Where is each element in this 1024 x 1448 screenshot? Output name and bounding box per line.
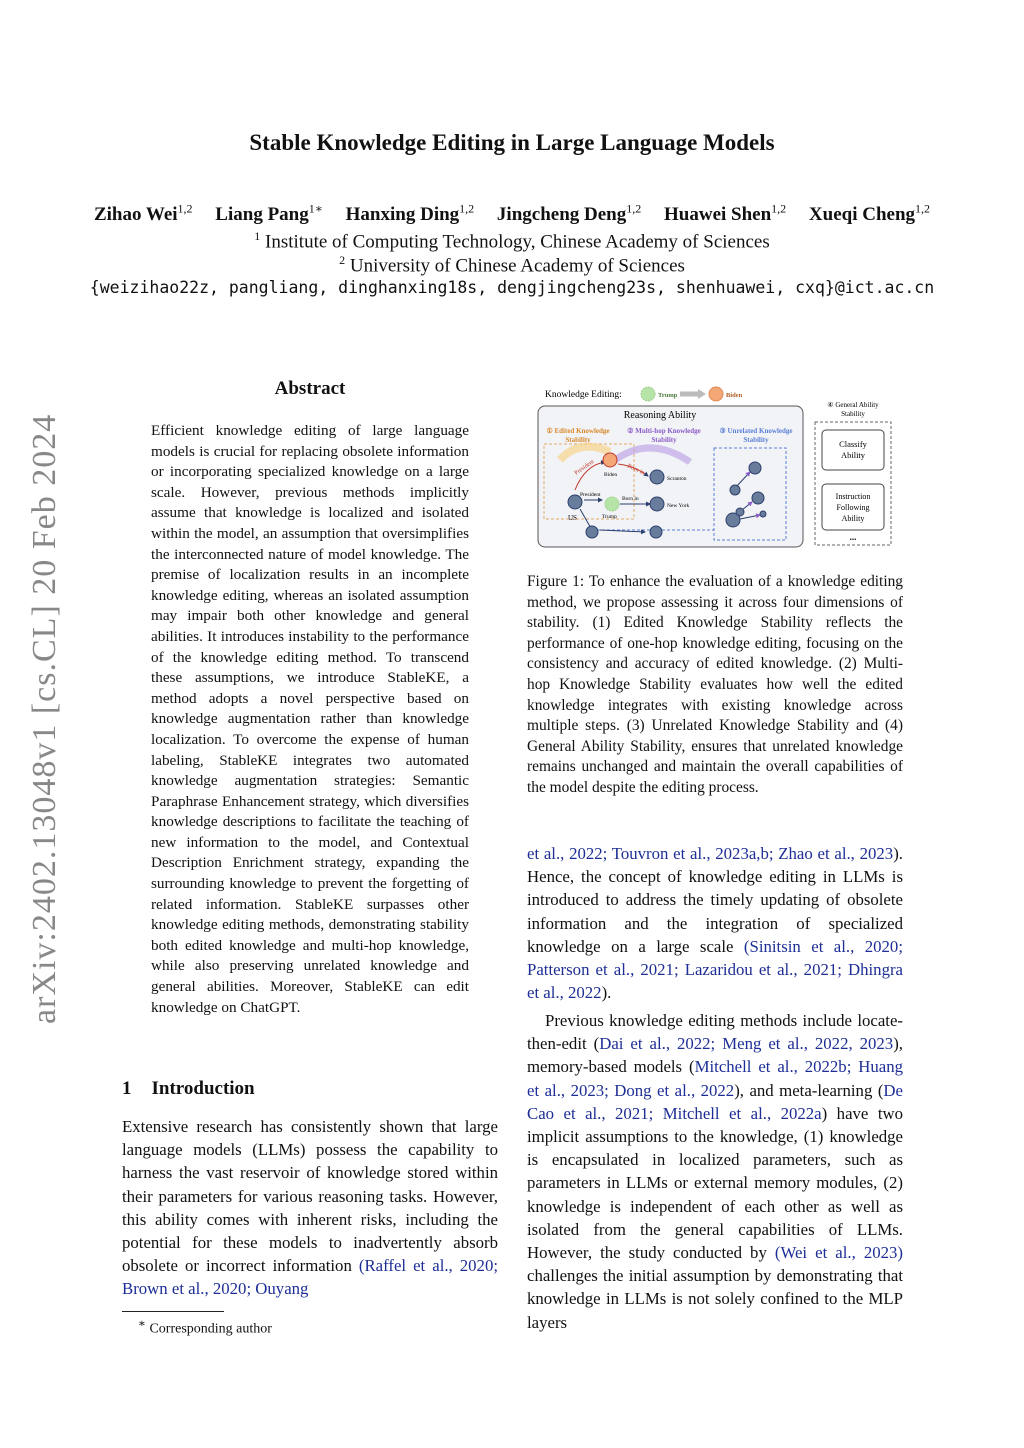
node [726, 513, 740, 527]
author: Xueqi Cheng$^{1,2}$ [808, 202, 931, 226]
author: Jingcheng Deng$^{1,2}$ [496, 202, 642, 226]
node-label-us: US [568, 514, 577, 522]
classify-label: Classify [839, 439, 867, 449]
dim1-label: ① Edited Knowledge [546, 427, 610, 435]
footnote: ∗ Corresponding author [138, 1317, 272, 1337]
classify-label-2: Ability [840, 450, 866, 460]
affiliation-2: $^2$ University of Chinese Academy of Sciences [339, 253, 685, 277]
dim2-label-2: Stability [651, 436, 677, 444]
edge-label-president-2: President [580, 492, 601, 498]
section-heading: 1 Introduction [122, 1078, 255, 1099]
biden-label: Biden [726, 392, 743, 399]
edge-label-bornin-2: Born in [622, 496, 639, 502]
abstract-text: Efficient knowledge editing of large language models is crucial for replacing obsolete information or incorporating specialized knowledge on a large scale. However, previous methods implicitly assume that knowledge is localized and isolated within the model, an assumption that oversimplifies the interconnected nature of model knowledge. The premise of localization results in an incomplete knowledge editing, whereas an isolated assumption may impair both other knowledge and general abilities. It introduces instability to the performance of the knowledge editing method. To transcend these assumptions, we introduce StableKE, a method adopts a novel perspective based on knowledge augmentation rather than knowledge localization. To overcome the expense of human labeling, StableKE integrates two automated knowledge augmentation strategies: Semantic Paraphrase Enhancement strategy, which diversifies knowledge descriptions to facilitate the teaching of new information to the model, and Contextual Description Enrichment strategy, expanding the surrounding knowledge to prevent the forgetting of related information. StableKE surpasses other knowledge editing methods, demonstrating stability both edited knowledge and multi-hop knowledge, while also preserving unrelated knowledge and general abilities. Moreover, StableKE can edit knowledge on ChatGPT. [151, 422, 469, 1016]
citation-link[interactable]: (Wei et al., 2023) [774, 1243, 903, 1263]
intro-paragraph-1-continued: et al., 2022; Touvron et al., 2023a,b; Zhao et al., 2023). Hence, the concept of knowledge editing in LLMs is introduced to address the timely updating of obsolete information and the integration of specialized knowledge on a large scale (Sinitsin et al., 2020; Patterson et al., 2021; Lazaridou et al., 2021; Dhingra et al., 2022). [527, 844, 903, 1003]
author: Zihao Wei$^{1,2}$ [93, 202, 193, 226]
dim3-label-2: Stability [743, 436, 769, 444]
citation-link[interactable]: Dai et al., 2022; Meng et al., 2022, 2023 [599, 1034, 894, 1054]
dim3-label: ③ Unrelated Knowledge [719, 427, 793, 435]
trump-node [605, 497, 619, 511]
node [749, 462, 761, 474]
author: Huawei Shen$^{1,2}$ [664, 202, 787, 226]
figure-caption: Figure 1: To enhance the evaluation of a knowledge editing method, we propose assessing it across four dimensions of stability. (1) Edited Knowledge Stability reflects the performance of one-hop knowledge editing, focusing on the consistency and accuracy of edited knowledge. (2) Multi-hop Knowledge Stability evaluates how well the edited knowledge integrates with existing knowledge across multiple steps. (3) Unrelated Knowledge Stability and (4) General Ability Stability, ensures that unrelated knowledge remains unchanged and maintain the overall capabilities of the model despite the editing process. [527, 573, 903, 796]
author-emails: {weizihao22z, pangliang, dinghanxing18s, dengjingcheng23s, shenhuawei, cxq}@ict.ac.cn [89, 278, 935, 297]
citation-link[interactable]: (Sinitsin et al., 2020; Patterson et al., 2021; Lazaridou et al., 2021; Dhingra et al., 2022 [527, 936, 903, 1003]
intro-paragraph-1: Extensive research has consistently shown that large language models (LLMs) possess the capability to harness the vast reservoir of knowledge stored within their parameters for various reasoning tasks. However, this ability comes with inherent risks, including the potential for these models to inadvertently absorb obsolete or incorrect information (Raffel et al., 2020; Brown et al., 2020; Ouyang [122, 1117, 499, 1299]
paper-title: Stable Knowledge Editing in Large Language Models [249, 130, 775, 155]
citation-link[interactable]: et al., 2022; Touvron et al., 2023a,b; Zhao et al., 2023 [527, 844, 894, 863]
author: Liang Pang$^{1∗}$ [215, 202, 323, 226]
newyork-node [650, 497, 664, 511]
affiliation-1: $^1$ Institute of Computing Technology, Chinese Academy of Sciences [254, 229, 770, 253]
dim4-label-2: Stability [841, 410, 865, 418]
arrow-head-icon [698, 389, 706, 399]
knowledge-editing-label: Knowledge Editing: [545, 390, 622, 400]
ellipsis: ... [849, 532, 857, 542]
abstract-heading: Abstract [274, 378, 346, 399]
node [752, 492, 764, 504]
edge-label-president: President [573, 458, 596, 477]
biden-node-legend [709, 387, 723, 401]
trump-node-legend [641, 387, 655, 401]
instr-label-2: Following [836, 503, 870, 512]
citation-link[interactable]: (Raffel et al., 2020; Brown et al., 2020; Ouyang [122, 1256, 499, 1299]
instr-label-3: Ability [841, 514, 865, 523]
dim2-label: ② Multi-hop Knowledge [627, 427, 701, 435]
dim1-label-2: Stability [565, 436, 591, 444]
trump-label: Trump [658, 392, 678, 399]
edge-label-bornin: Born in [626, 463, 646, 477]
biden-node [603, 453, 617, 467]
us-node [568, 495, 582, 509]
node [730, 485, 740, 495]
node [650, 526, 662, 538]
arxiv-identifier: arXiv:2402.13048v1 [cs.CL] 20 Feb 2024 [26, 413, 63, 1024]
intro-paragraph-2: Previous knowledge editing methods include locate-then-edit (Dai et al., 2022; Meng et al., 2022, 2023), memory-based models (Mitchell et al., 2022b; Huang et al., 2023; Dong et al., 2022), and meta-learning (De Cao et al., 2021; Mitchell et al., 2022a) have two implicit assumptions to the knowledge, (1) knowledge is encapsulated in localized parameters, such as parameters in LLMs or external memory modules, (2) knowledge is independent of each other as well as isolated from the general capabilities of LLMs. However, the study conducted by (Wei et al., 2023) challenges the initial assumption by demonstrating that knowledge in LLMs is not solely confined to the MLP layers [527, 1011, 903, 1332]
node-label-newyork: New York [667, 503, 690, 509]
node-label-biden: Biden [604, 472, 618, 478]
author: Hanxing Ding$^{1,2}$ [345, 202, 475, 226]
node-label-trump: Trump [602, 514, 617, 520]
instr-label: Instruction [835, 492, 871, 501]
footnote-divider [122, 1311, 224, 1312]
scranton-node [650, 470, 664, 484]
node [760, 511, 766, 517]
reasoning-ability-label: Reasoning Ability [623, 410, 697, 421]
node [586, 526, 598, 538]
node-label-scranton: Scranton [667, 476, 687, 482]
citation-link[interactable]: De Cao et al., 2021; Mitchell et al., 2022a [527, 1080, 903, 1123]
figure-1 [530, 380, 910, 555]
author-list [0, 202, 1024, 226]
citation-link[interactable]: Mitchell et al., 2022b; Huang et al., 2023; Dong et al., 2022 [527, 1057, 903, 1100]
dim4-label: ④ General Ability [827, 401, 879, 409]
